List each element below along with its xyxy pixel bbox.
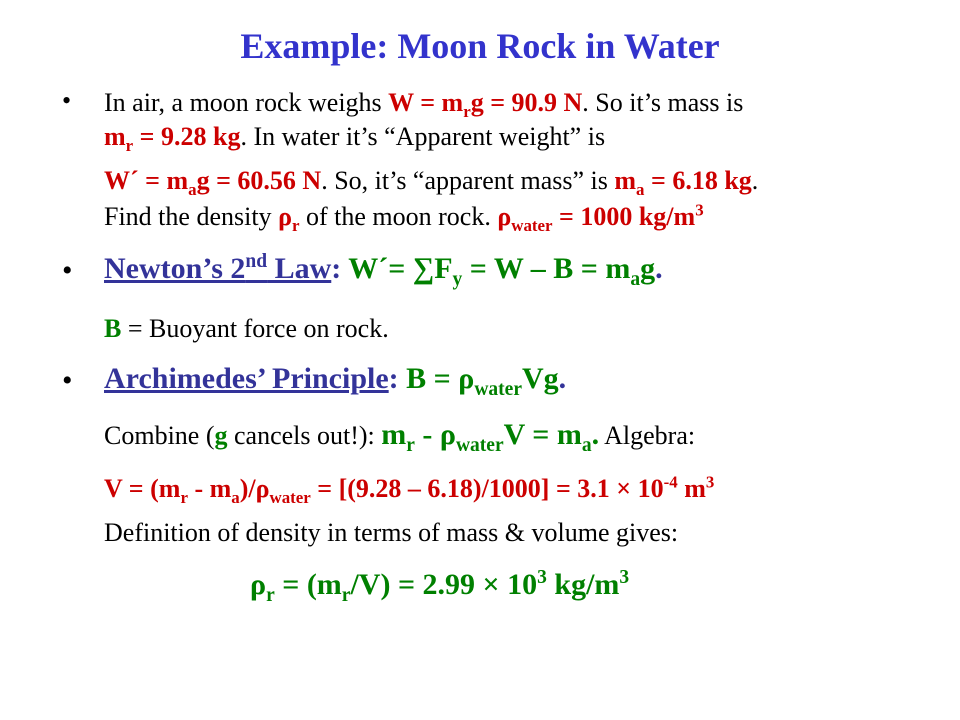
- subscript: r: [341, 585, 351, 606]
- text: ρ: [497, 202, 512, 231]
- text: m: [677, 474, 706, 503]
- superscript: nd: [245, 251, 268, 272]
- text: g: [640, 252, 656, 285]
- page-title: Example: Moon Rock in Water: [240, 26, 720, 66]
- text: . So, it’s “apparent mass” is: [321, 166, 615, 195]
- subscript: r: [291, 216, 300, 236]
- text: = 9.28 kg: [133, 122, 241, 151]
- text: W´= ∑F: [348, 252, 453, 285]
- text: V = (m: [104, 474, 181, 503]
- subscript: a: [581, 435, 592, 456]
- text: Vg: [521, 362, 559, 395]
- text: ρ: [250, 568, 267, 601]
- superscript: -4: [663, 472, 678, 492]
- text: .: [655, 252, 663, 285]
- text: . So it’s mass is: [582, 88, 744, 117]
- text: g = 90.9 N: [470, 88, 583, 117]
- text: cancels out!):: [227, 421, 382, 450]
- text: of the moon rock.: [299, 202, 498, 231]
- text: Combine (: [104, 421, 215, 450]
- text: W´ = m: [104, 166, 189, 195]
- subscript: water: [455, 435, 504, 456]
- superscript: 3: [705, 472, 715, 492]
- subscript: a: [188, 180, 197, 200]
- text: In air, a moon rock weighs: [104, 88, 389, 117]
- subscript: r: [180, 488, 188, 508]
- text: . In water it’s “Apparent weight” is: [240, 122, 606, 151]
- bullet1-line1: [104, 86, 743, 120]
- text: W = m: [388, 88, 464, 117]
- volume-line: [104, 472, 714, 506]
- text: V = m: [503, 418, 582, 451]
- final-result: [250, 567, 630, 606]
- bullet-marker: •: [62, 364, 73, 397]
- text: /V) = 2.99 × 10: [350, 568, 538, 601]
- bullet1-line4: [104, 200, 704, 234]
- subscript: r: [406, 435, 415, 456]
- bullet-marker: •: [62, 86, 72, 115]
- text: 3.1 × 10: [577, 474, 664, 503]
- text: Archimedes’ Principle: [104, 362, 389, 395]
- text: m: [614, 166, 637, 195]
- text: = (m: [274, 568, 342, 601]
- subscript: water: [269, 488, 311, 508]
- bullet1-line3: [104, 164, 758, 198]
- subscript: a: [636, 180, 645, 200]
- text: )/ρ: [239, 474, 270, 503]
- text: Law: [267, 252, 332, 285]
- text: Newton’s 2: [104, 252, 246, 285]
- superscript: 3: [695, 200, 704, 220]
- bullet2-heading: [104, 251, 663, 290]
- text: kg/m: [546, 568, 620, 601]
- subscript: r: [463, 102, 471, 122]
- text: B: [104, 314, 122, 343]
- subscript: r: [266, 585, 275, 606]
- text: .: [558, 362, 567, 395]
- text: m: [104, 122, 126, 151]
- bullet-marker: •: [62, 254, 73, 287]
- text: = W – B = m: [462, 252, 631, 285]
- bullet3-heading: [104, 362, 567, 400]
- text: = [(9.28 – 6.18)/1000] =: [310, 474, 578, 503]
- text: g = 60.56 N: [196, 166, 322, 195]
- text: .: [591, 418, 600, 451]
- subscript: y: [452, 269, 463, 290]
- text: Algebra:: [599, 421, 696, 450]
- subscript: a: [630, 269, 641, 290]
- definition-line: Definition of density in terms of mass & volume gives:: [104, 518, 679, 547]
- superscript: 3: [619, 567, 630, 588]
- text: Find the density: [104, 202, 279, 231]
- text: g: [214, 421, 228, 450]
- text: - m: [187, 474, 232, 503]
- subscript: r: [125, 136, 134, 156]
- text: = 6.18 kg: [644, 166, 752, 195]
- bullet1-line2: [104, 120, 605, 154]
- text: = 1000 kg/m: [552, 202, 696, 231]
- text: :: [388, 362, 407, 395]
- superscript: 3: [537, 567, 547, 588]
- text: = Buoyant force on rock.: [121, 314, 389, 343]
- text: :: [331, 252, 349, 285]
- text: m: [381, 418, 407, 451]
- text: B = ρ: [406, 362, 475, 395]
- text: ρ: [278, 202, 292, 231]
- text: - ρ: [414, 418, 456, 451]
- combine-line: [104, 418, 696, 456]
- buoyant-definition: [104, 312, 389, 346]
- subscript: water: [474, 379, 522, 400]
- subscript: a: [231, 488, 240, 508]
- text: .: [751, 166, 759, 195]
- subscript: water: [511, 216, 553, 236]
